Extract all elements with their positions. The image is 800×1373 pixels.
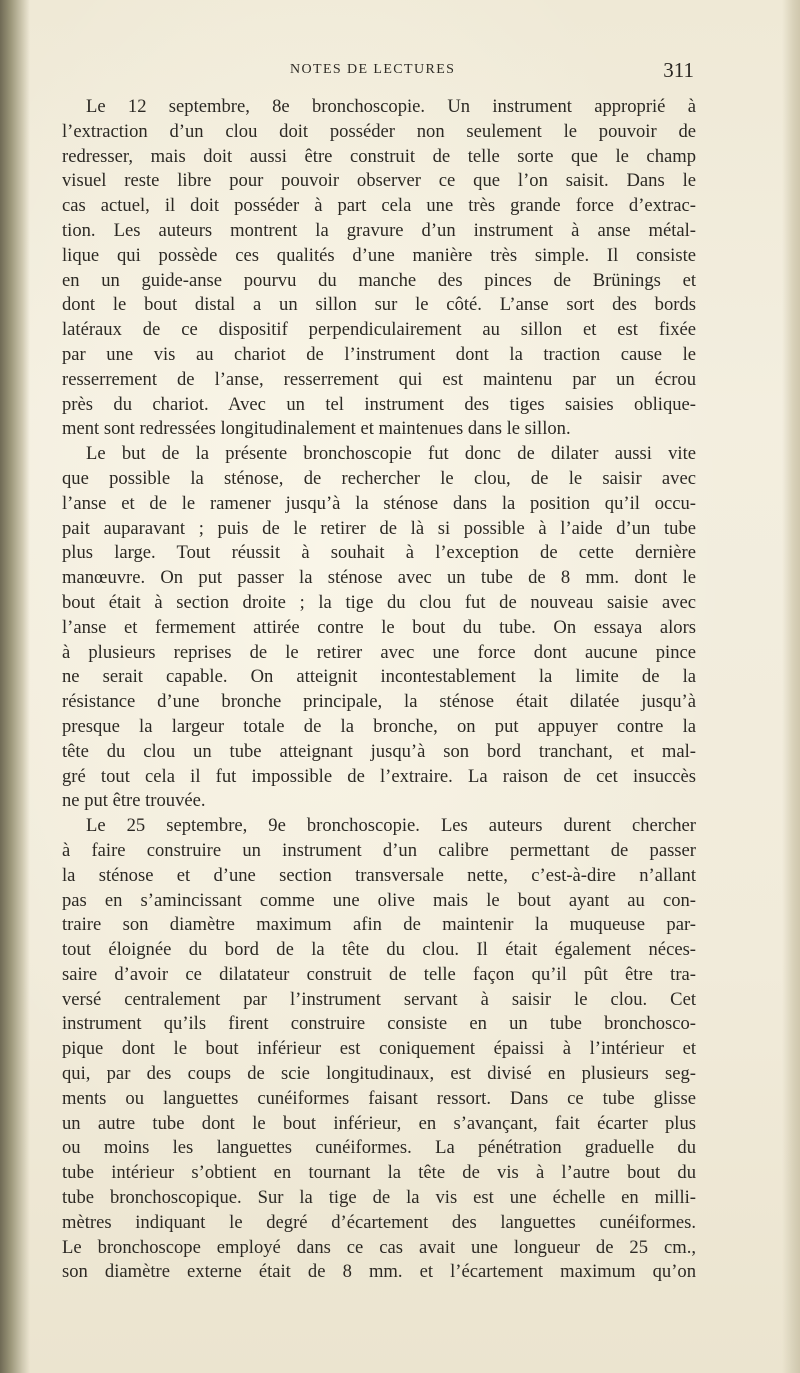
text-line: ne put être trouvée. [62,790,206,812]
text-line: presque la largeur totale de la bronche, on put appuyer contre la [62,715,696,737]
text-line: tube bronchoscopique. Sur la tige de la vis est une échelle en milli- [62,1187,696,1209]
text-line: tête du clou un tube atteignant jusqu’à son bord tranchant, et mal- [62,740,696,762]
text-line: l’extraction d’un clou doit posséder non seulement le pouvoir de [62,120,696,142]
text-line: que possible la sténose, de rechercher le clou, de le saisir avec [62,467,696,489]
page-header [58,60,698,84]
text-line: Le 25 septembre, 9e bronchoscopie. Les auteurs durent chercher [86,815,696,837]
binding-edge [0,0,30,1373]
text-line: l’anse et de le ramener jusqu’à la sténose dans la position qu’il occu- [62,492,696,514]
text-line: un autre tube dont le bout inférieur, en s’avançant, fait écarter plus [62,1112,696,1134]
text-line: la sténose et d’une section transversale nette, c’est-à-dire n’allant [62,864,696,886]
text-line: son diamètre externe était de 8 mm. et l’écartement maximum qu’on [62,1261,696,1283]
text-line: traire son diamètre maximum afin de maintenir la muqueuse par- [62,914,696,936]
text-line: bout était à section droite ; la tige du clou fut de nouveau saisie avec [62,591,696,613]
text-line: pas en s’amincissant comme une olive mais le bout ayant au con- [62,889,696,911]
text-line: dont le bout distal a un sillon sur le côté. L’anse sort des bords [62,294,696,316]
text-line: Le 12 septembre, 8e bronchoscopie. Un instrument approprié à [86,96,696,117]
text-line: résistance d’une bronche principale, la sténose était dilatée jusqu’à [62,691,696,713]
text-line: mètres indiquant le degré d’écartement des languettes cunéiformes. [62,1211,696,1233]
text-line: manœuvre. On put passer la sténose avec un tube de 8 mm. dont le [62,567,696,589]
text-line: à plusieurs reprises de le retirer avec une force dont aucune pince [62,641,696,663]
page-right-edge [782,0,800,1373]
text-line: lique qui possède ces qualités d’une manière très simple. Il consiste [62,244,696,266]
text-line: Le bronchoscope employé dans ce cas avait une longueur de 25 cm., [62,1236,696,1258]
text-line: l’anse et fermement attirée contre le bout du tube. On essaya alors [62,616,696,638]
text-line: à faire construire un instrument d’un calibre permettant de passer [62,839,696,861]
text-line: qui, par des coups de scie longitudinaux, est divisé en plusieurs seg- [62,1063,696,1085]
page-number: 311 [663,58,694,82]
text-line: en un guide-anse pourvu du manche des pinces de Brünings et [62,269,696,291]
text-line: instrument qu’ils firent construire consiste en un tube bronchosco- [62,1013,696,1035]
text-line: ment sont redressées longitudinalement et maintenues dans le sillon. [62,418,571,440]
text-line: ou moins les languettes cunéiformes. La pénétration graduelle du [62,1137,696,1159]
text-line: ments ou languettes cunéiformes faisant ressort. Dans ce tube glisse [62,1087,696,1109]
text-line: gré tout cela il fut impossible de l’extraire. La raison de cet insuccès [62,765,696,787]
text-line: cas actuel, il doit posséder à part cela une très grande force d’extrac- [62,195,696,217]
text-line: par une vis au chariot de l’instrument dont la traction cause le [62,343,696,365]
text-line: visuel reste libre pour pouvoir observer ce que l’on saisit. Dans le [62,170,696,192]
text-line: ne serait capable. On atteignit incontestablement la limite de la [62,666,696,688]
text-line: plus large. Tout réussit à souhait à l’exception de cette dernière [62,542,696,564]
text-line: pait auparavant ; puis de le retirer de là si possible à l’aide d’un tube [62,517,696,539]
body-text [62,95,696,1285]
text-line: resserrement de l’anse, resserrement qui est maintenu par un écrou [62,368,696,390]
text-line: près du chariot. Avec un tel instrument des tiges saisies oblique- [62,393,696,415]
text-line: versé centralement par l’instrument servant à saisir le clou. Cet [62,988,696,1010]
text-line: Le but de la présente bronchoscopie fut donc de dilater aussi vite [86,443,696,465]
text-line: saire d’avoir ce dilatateur construit de telle façon qu’il pût être tra- [62,963,696,985]
running-title: NOTES DE LECTURES [290,62,456,77]
text-line: tout éloignée du bord de la tête du clou. Il était également néces- [62,939,696,961]
text-line: redresser, mais doit aussi être construit de telle sorte que le champ [62,145,696,167]
text-line: latéraux de ce dispositif perpendiculairement au sillon et est fixée [62,319,696,341]
text-line: pique dont le bout inférieur est coniquement épaissi à l’intérieur et [62,1038,696,1060]
text-line: tion. Les auteurs montrent la gravure d’un instrument à anse métal- [62,219,696,241]
text-line: tube intérieur s’obtient en tournant la tête de vis à l’autre bout du [62,1162,696,1184]
